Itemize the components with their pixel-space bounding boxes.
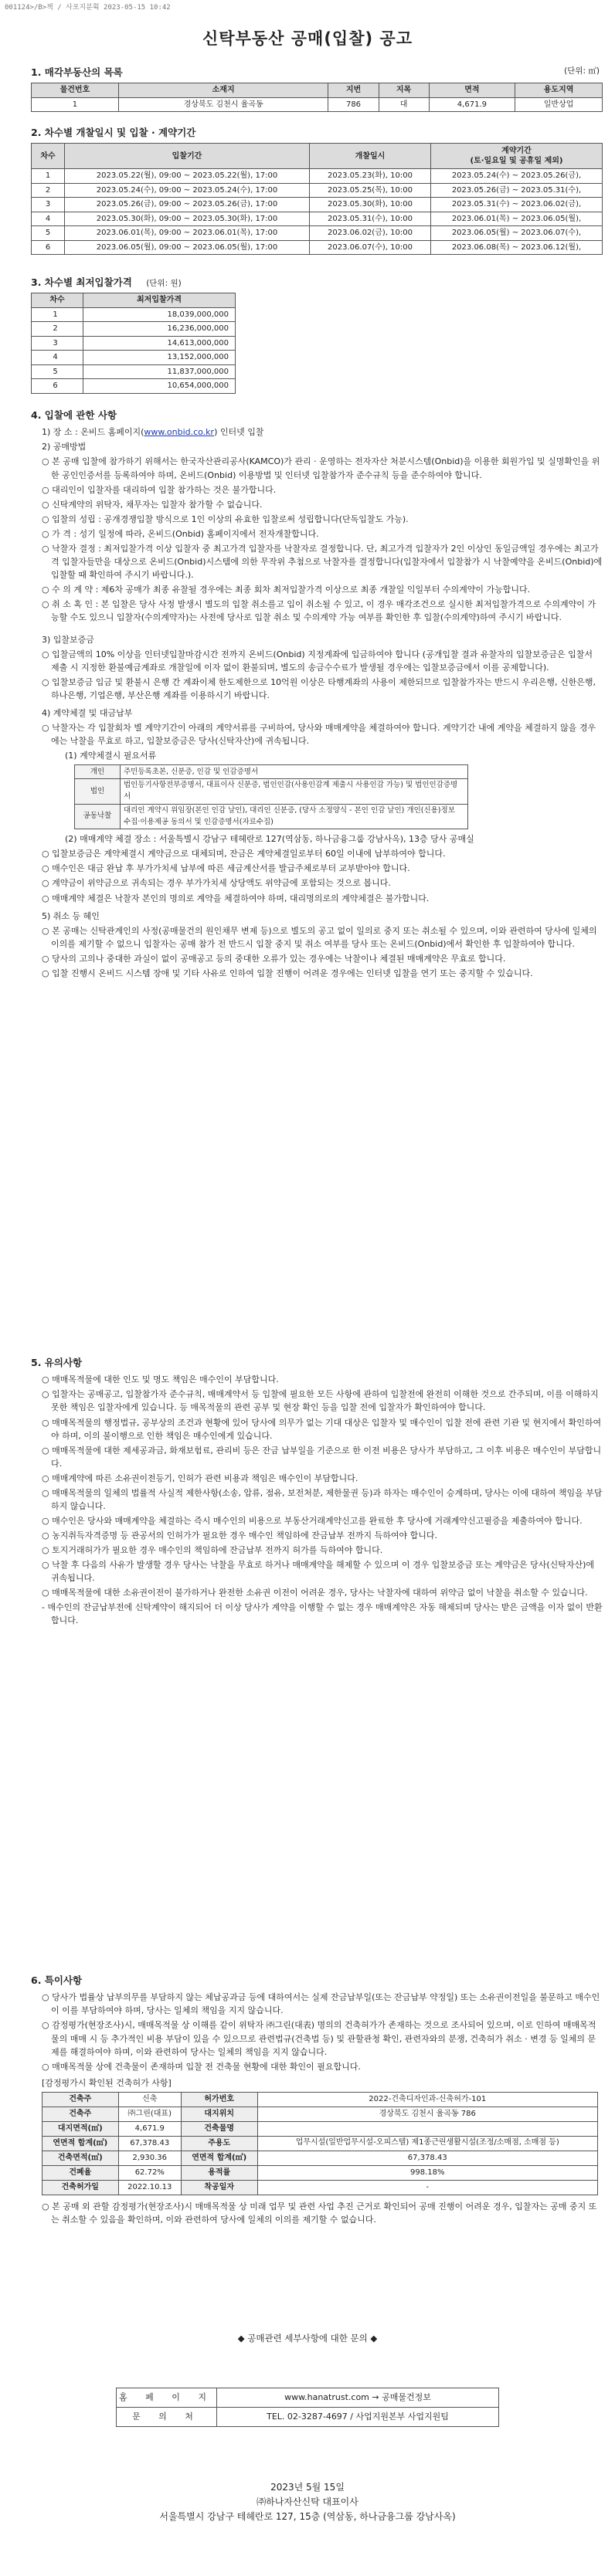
schedule-table bbox=[31, 143, 603, 255]
table-cell: 5 bbox=[32, 226, 65, 241]
list-item: ○ 낙찰자는 각 입찰회차 별 계약기간이 아래의 계약서류를 구비하여, 당사와 매매계약을 체결하여야 합니다. 계약기간 내에 계약을 체결하지 않을 경우에는 낙찰을 무효로 하고, 입찰보증금은 당사(신탁자산)에 귀속됩니다. bbox=[42, 723, 596, 747]
table-cell: 공동낙찰 bbox=[75, 804, 121, 829]
table-row bbox=[32, 351, 236, 365]
contact-table bbox=[116, 2388, 499, 2427]
table-row bbox=[32, 336, 236, 351]
table-header: 계약기간 (토·일요일 및 공휴일 제외) bbox=[431, 144, 603, 169]
table-cell: ㈜그린(대표) bbox=[118, 2107, 181, 2121]
table-cell: 대지위치 bbox=[181, 2107, 257, 2121]
list-item: ○ 매매계약 체결은 낙찰자 본인의 명의로 계약을 체결하여야 하며, 대리명의로의 계약체결은 불가합니다. bbox=[42, 893, 430, 903]
list-item: ○ 본 공매 입찰에 참가하기 위해서는 한국자산관리공사(KAMCO)가 관리 · 운영하는 전자자산 처분시스템(Onbid)을 이용한 회원가입 및 실명확인을 위한 공인인증서를 등록하여야 하며, 온비드(Onbid) 이용방법 및 인터넷 입찰참가자 준수규칙 등을 준수하여야 합니다. bbox=[42, 456, 600, 480]
list-item: ○ 감정평가(현장조사)시, 매매목적물 상 이해를 같이 위탁자 ㈜그린(대表) 명의의 건축허가가 존재하는 것으로 조사되어 있으며, 이로 인하여 매매목적물의 매매 시 등 추가적인 비용 부담이 있을 수 있으므로 관련법규(건축법 등) 및 관할관청 확인, 관련자와의 분쟁, 건축허가 취소 · 변경 등 일체의 문제를 해결하여야 하며, 이와 관련하여 당사는 일체의 책임을 지지 않습니다. bbox=[42, 2020, 596, 2057]
table-cell: 2023.06.01(목), 09:00 ~ 2023.06.01(목), 17:00 bbox=[65, 226, 310, 241]
section-title: 1. 매각부동산의 목록 bbox=[31, 66, 123, 78]
table-cell: 2023.06.05(월) ~ 2023.06.07(수), bbox=[431, 226, 603, 241]
table-cell: 2023.05.31(수) ~ 2023.06.02(금), bbox=[431, 198, 603, 212]
list-item: ○ 낙찰 후 다음의 사유가 발생할 경우 당사는 낙찰을 무효로 하거나 매매계약을 해제할 수 있으며 이 경우 입찰보증금 또는 계약금은 당사(신탁자산)에 귀속됩니다. bbox=[42, 1559, 595, 1584]
table-cell: 건축허가일 bbox=[42, 2180, 119, 2195]
table-cell: 건축물명 bbox=[181, 2121, 257, 2136]
list-item: ○ 수 의 계 약 : 제6차 공매가 최종 유찰될 경우에는 최종 회차 최저입찰가격 이상으로 최종 개찰일 익일부터 수의계약이 가능합니다. bbox=[42, 584, 531, 595]
table-cell: 법인등기사항전부증명서, 대표이사 신분증, 법인인감(사용인감계 제출시 사용인감 가능) 및 법인인감증명서 bbox=[121, 779, 468, 804]
table-cell: 4,671.9 bbox=[429, 97, 515, 112]
building-permit-table bbox=[42, 2092, 598, 2195]
table-row bbox=[42, 2136, 598, 2151]
table-cell: 2023.05.23(화), 10:00 bbox=[310, 169, 431, 184]
list-item: ○ 본 공매 외 관할 감정평가(현장조사)시 매매목적물 상 미래 업무 및 관련 사업 추진 근거로 확인되어 공매 진행이 어려운 경우, 입찰자는 공매 중지 또는 취소할 수 있음을 확인하며, 이와 관련하여 당사에 일체의 이의를 제기할 수 없습니다. bbox=[42, 2201, 597, 2225]
issue-date: 2023년 5월 15일 bbox=[270, 2482, 345, 2493]
table-cell: 용적률 bbox=[181, 2165, 257, 2180]
unit-label: (단위: 원) bbox=[146, 279, 182, 288]
building-table-caption: [감정평가시 확인된 건축허가 사항] bbox=[42, 2077, 172, 2088]
table-cell: 2 bbox=[32, 322, 83, 337]
list-item: ○ 매매목적물 상에 건축물이 존재하며 입찰 전 건축물 현황에 대한 확인이 필요합니다. bbox=[42, 2061, 361, 2072]
list-item: ○ 매매계약에 따른 소유권이전등기, 인허가 관련 비용과 책임은 매수인이 부담합니다. bbox=[42, 1473, 358, 1483]
table-cell: 연면적 합계(㎡) bbox=[42, 2136, 119, 2151]
table-cell: 14,613,000,000 bbox=[83, 336, 236, 351]
table-cell: 2023.05.25(목), 10:00 bbox=[310, 183, 431, 198]
bid-location bbox=[31, 425, 603, 439]
table-cell: 16,236,000,000 bbox=[83, 322, 236, 337]
table-row bbox=[42, 2107, 598, 2121]
table-header: 용도지역 bbox=[515, 83, 603, 98]
onbid-link[interactable]: www.onbid.co.kr bbox=[144, 427, 215, 438]
section-title: 4. 입찰에 관한 사항 bbox=[31, 409, 117, 421]
table-header: 개찰일시 bbox=[310, 144, 431, 169]
table-cell: 2023.05.31(수), 10:00 bbox=[310, 212, 431, 226]
table-header: 입찰기간 bbox=[65, 144, 310, 169]
table-cell: 998.18% bbox=[257, 2165, 597, 2180]
list-item: (1) 계약체결시 필요서류 bbox=[65, 751, 157, 761]
table-cell: 경상북도 김천시 율곡동 786 bbox=[257, 2107, 597, 2121]
section-title: 6. 특이사항 bbox=[31, 1974, 83, 1986]
table-row bbox=[32, 307, 236, 322]
table-cell: 67,378.43 bbox=[118, 2136, 181, 2151]
section-title: 5. 유의사항 bbox=[31, 1357, 83, 1368]
table-cell: 67,378.43 bbox=[257, 2151, 597, 2165]
list-item: ○ 매매목적물에 대한 소유권이전이 불가하거나 완전한 소유권 이전이 어려운 경우, 당사는 낙찰자에 대하여 위약금 없이 낙찰을 취소할 수 있습니다. bbox=[42, 1588, 588, 1598]
list-item: ○ 가 격 : 성기 일정에 따라, 온비드(Onbid) 홈페이지에서 전자개찰합니다. bbox=[42, 528, 319, 539]
table-cell: 2023.06.05(월), 09:00 ~ 2023.06.05(월), 17:00 bbox=[65, 240, 310, 255]
table-cell: 건축면적(㎡) bbox=[42, 2151, 119, 2165]
table-cell: 허가번호 bbox=[181, 2092, 257, 2107]
table-row bbox=[32, 169, 603, 184]
section-title-text: 3. 차수별 최저입찰가격 bbox=[31, 276, 132, 288]
homepage-link[interactable]: www.hanatrust.com → 공매물건정보 bbox=[217, 2388, 499, 2408]
section-min-price bbox=[31, 275, 603, 394]
list-item: ○ 매매목적물에 대한 인도 및 명도 책임은 매수인이 부담합니다. bbox=[42, 1374, 279, 1385]
subsection-title: 2) 공매방법 bbox=[42, 442, 87, 452]
table-cell: 신축 bbox=[118, 2092, 181, 2107]
list-item: ○ 대리인이 입찰자를 대리하여 입찰 참가하는 것은 불가합니다. bbox=[42, 484, 277, 495]
section-bid-info bbox=[31, 408, 603, 981]
table-cell: 개인 bbox=[75, 765, 121, 779]
list-item: ○ 취 소 혹 인 : 본 입찰은 당사 사정 발생시 별도의 입찰 취소를고 입이 취소될 수 있고, 이 경우 매각조건으로 실시한 최저입찰가격으로 수의계약이 가능할 수도 있으니 입찰자(수의계약자)는 사전에 당사로 입찰 취소 및 수의계약 가능 여부를 확인한 후 입찰(수의계약)하여 주시기 바랍니다. bbox=[42, 598, 596, 622]
list-item: ○ 본 공매는 신탁관계인의 사정(공매물건의 원인채무 변제 등)으로 별도의 공고 없이 일의로 중지 또는 취소될 수 있으며, 이와 관련하여 당사에 일체의 이의를 제기할 수 없으니 입찰자는 공매 참가 전 반드시 입찰 중지 및 취소 여부를 당사 또는 온비드(Onbid)에서 확인한 후 입찰하여야 합니다. bbox=[42, 925, 597, 949]
table-header: 물건번호 bbox=[32, 83, 119, 98]
list-item: ○ 매매목적물에 대한 제세공과금, 화재보험료, 관리비 등은 잔금 납부일을 기준으로 한 이전 비용은 당사가 부담하고, 그 이후 비용은 매수인이 부담합니다. bbox=[42, 1445, 602, 1469]
list-item: ○ 매수인은 당사와 매매계약을 체결하는 즉시 매수인의 비용으로 부동산거래계약신고를 완료한 후 당사에 거래계약신고필증을 제출하여야 합니다. bbox=[42, 1515, 583, 1526]
table-row bbox=[75, 765, 468, 779]
table-row bbox=[32, 212, 603, 226]
location-label: 1) 장 소 : 온비드 홈페이지( bbox=[42, 427, 144, 438]
table-cell: 일반상업 bbox=[515, 97, 603, 112]
company-address: 서울특별시 강남구 테헤란로 127, 15층 (역삼동, 하나금융그룹 강남사옥) bbox=[159, 2511, 456, 2523]
list-item: ○ 당사의 고의나 중대한 과실이 없이 공매공고 등의 중대한 오류가 있는 경우에는 낙찰이나 체결된 매매계약은 무효로 합니다. bbox=[42, 953, 506, 964]
table-row bbox=[32, 226, 603, 241]
table-header: 지번 bbox=[328, 83, 379, 98]
list-item: (2) 매매계약 체결 장소 : 서울특별시 강남구 테헤란로 127(역삼동, 하나금융그룹 강남사옥), 13층 당사 공매실 bbox=[65, 834, 474, 845]
list-item: ○ 매매목적물의 행정법규, 공부상의 조건과 현황에 있어 당사에 의무가 없는 기대 대상은 입찰자 및 매수인이 입찰 전에 관련 기관 및 현지에서 확인하여야 하며, 이의 불이행으로 인한 책임은 매수인에게 있습니다. bbox=[42, 1417, 602, 1441]
table-cell: 3 bbox=[32, 198, 65, 212]
unit-label: (단위: ㎡) bbox=[564, 66, 600, 76]
table-cell: 786 bbox=[328, 97, 379, 112]
property-table bbox=[31, 83, 603, 112]
table-cell: 건축주 bbox=[42, 2092, 119, 2107]
table-header: 최저입찰가격 bbox=[83, 293, 236, 308]
table-row bbox=[42, 2180, 598, 2195]
table-cell: 4 bbox=[32, 212, 65, 226]
table-row bbox=[32, 183, 603, 198]
table-row bbox=[32, 97, 603, 112]
page-title: 신탁부동산 공매(입찰) 공고 bbox=[202, 29, 413, 48]
table-cell: 1 bbox=[32, 307, 83, 322]
table-row bbox=[42, 2121, 598, 2136]
list-item: ○ 계약금이 위약금으로 귀속되는 경우 부가가치세 상당액도 위약금에 포함되는 것으로 봅니다. bbox=[42, 878, 391, 889]
table-cell: 업무시설(일반업무시설-오피스텔) 제1종근린생활시설(조정/소매점, 소매점 등) bbox=[257, 2136, 597, 2151]
table-row bbox=[42, 2151, 598, 2165]
table-cell: 2 bbox=[32, 183, 65, 198]
table-header: 차수 bbox=[32, 144, 65, 169]
table-cell: 4 bbox=[32, 351, 83, 365]
section-property-list bbox=[31, 65, 603, 112]
list-item: ○ 입찰의 성립 : 공개경쟁입찰 방식으로 1인 이상의 유효한 입찰로써 성립합니다(단독입찰도 가능). bbox=[42, 514, 409, 524]
min-price-table bbox=[31, 293, 236, 394]
table-cell: 2023.05.26(금), 09:00 ~ 2023.05.26(금), 17:00 bbox=[65, 198, 310, 212]
table-cell: 2023.05.24(수), 09:00 ~ 2023.05.24(수), 17:00 bbox=[65, 183, 310, 198]
required-docs-table bbox=[74, 764, 468, 829]
location-tail: ) 인터넷 입찰 bbox=[214, 427, 264, 438]
table-cell: 2023.05.30(화), 09:00 ~ 2023.05.30(화), 17:00 bbox=[65, 212, 310, 226]
list-item: ○ 당사가 법률상 납부의무를 부담하지 않는 체납공과금 등에 대하여서는 실제 잔금납부일(또는 잔금납부 약정일) 또는 소유권이전일을 불문하고 매수인이 이를 부담하여야 하며, 당사는 일체의 책임을 지지 않습니다. bbox=[42, 1992, 600, 2016]
list-item: ○ 매매목적물의 일체의 법률적 사실적 제한사항(소송, 압류, 점유, 보전처분, 제한물권 등)과 하자는 매수인이 승계하며, 당사는 이에 대하여 책임을 부담하지 않습니다. bbox=[42, 1487, 603, 1511]
table-cell: 2023.06.02(금), 10:00 bbox=[310, 226, 431, 241]
list-item: ○ 신탁계약의 위탁자, 채무자는 입찰자 참가할 수 없습니다. bbox=[42, 499, 263, 510]
list-item: - 매수인의 잔금납부전에 신탁계약이 해지되어 더 이상 당사가 계약을 이행할 수 없는 경우 매매계약은 자동 해제되며 당사는 받은 금액을 이자 없이 반환합니다. bbox=[42, 1602, 603, 1626]
table-cell bbox=[257, 2121, 597, 2136]
table-cell: 13,152,000,000 bbox=[83, 351, 236, 365]
table-header: 소재지 bbox=[118, 83, 328, 98]
table-cell: 5 bbox=[32, 364, 83, 379]
table-header: 지목 bbox=[379, 83, 429, 98]
list-item: ○ 입찰보증금은 계약체결시 계약금으로 대체되며, 잔금은 계약체결일로부터 60일 이내에 납부하여야 합니다. bbox=[42, 849, 446, 859]
table-cell: 6 bbox=[32, 379, 83, 394]
subsection-title: 4) 계약체결 및 대금납부 bbox=[42, 708, 133, 719]
table-row bbox=[75, 779, 468, 804]
list-item: ○ 입찰보증금 입금 및 환불시 은행 간 계좌이체 한도제한으로 10억원 이상은 타행계좌의 사용이 제한되므로 입찰참가자는 반드시 우리은행, 신한은행, 하나은행, 기업은행, 부산은행 계좌를 이용하시기 바랍니다. bbox=[42, 677, 596, 701]
table-cell: 2022.10.13 bbox=[118, 2180, 181, 2195]
table-cell: 2023.05.30(화), 10:00 bbox=[310, 198, 431, 212]
table-cell: 2023.05.26(금) ~ 2023.05.31(수), bbox=[431, 183, 603, 198]
table-cell: 2023.05.24(수) ~ 2023.05.26(금), bbox=[431, 169, 603, 184]
table-row bbox=[117, 2388, 499, 2408]
company-name: ㈜하나자산신탁 대표이사 bbox=[257, 2496, 358, 2508]
table-cell: 1 bbox=[32, 97, 119, 112]
table-cell: 10,654,000,000 bbox=[83, 379, 236, 394]
table-header: 차수 bbox=[32, 293, 83, 308]
table-row bbox=[32, 379, 236, 394]
list-item: ○ 입찰 진행시 온비드 시스템 장애 및 기타 사유로 인하여 입찰 진행이 어려운 경우에는 인터넷 입찰을 연기 또는 중지할 수 있습니다. bbox=[42, 968, 533, 978]
section-special bbox=[31, 1973, 603, 2228]
table-cell: 대 bbox=[379, 97, 429, 112]
table-cell: 4,671.9 bbox=[118, 2121, 181, 2136]
table-cell: 연면적 합계(㎡) bbox=[181, 2151, 257, 2165]
table-header: 면적 bbox=[429, 83, 515, 98]
table-row bbox=[32, 240, 603, 255]
contact-label: 문 의 처 bbox=[117, 2408, 217, 2427]
table-row bbox=[42, 2165, 598, 2180]
table-cell: 2,930.36 bbox=[118, 2151, 181, 2165]
section-title: 2. 차수별 개찰일시 및 입찰 · 계약기간 bbox=[31, 127, 196, 138]
table-cell: 18,039,000,000 bbox=[83, 307, 236, 322]
table-cell: 6 bbox=[32, 240, 65, 255]
table-cell: 건폐율 bbox=[42, 2165, 119, 2180]
table-cell: 착공일자 bbox=[181, 2180, 257, 2195]
table-cell: 건축주 bbox=[42, 2107, 119, 2121]
subsection-title: 5) 취소 등 혜인 bbox=[42, 910, 100, 921]
table-cell: 11,837,000,000 bbox=[83, 364, 236, 379]
list-item: ○ 낙찰자 결정 : 최저입찰가격 이상 입찰자 중 최고가격 입찰자를 낙찰자로 결정합니다. 단, 최고가격 입찰자가 2인 이상인 동일금액일 경우에는 최고가격 입찰자들만을 대상으로 온비드(Onbid)시스템에 의한 무작위 추첨으로 낙찰자를 결정합니다(입찰자에서 입찰참가 시 낙찰예약을 온비드(Onbid)에 입찰할 때 확인하여 주시기 바랍니다.). bbox=[42, 543, 603, 580]
table-cell: 주민등록초본, 신분증, 인감 및 인감증명서 bbox=[121, 765, 468, 779]
table-cell: 1 bbox=[32, 169, 65, 184]
list-item: ○ 토지거래허가가 필요한 경우 매수인의 책임하에 잔금납부 전까지 허가를 득하여야 합니다. bbox=[42, 1544, 383, 1555]
table-cell: 2023.05.22(월), 09:00 ~ 2023.05.22(월), 17:00 bbox=[65, 169, 310, 184]
contact-label: 홈 페 이 지 bbox=[117, 2388, 217, 2408]
table-cell: 주용도 bbox=[181, 2136, 257, 2151]
table-cell: 대리인 계약시 위임장(본인 인감 날인), 대리인 신분증, (당사 소정양식 - 본인 인감 날인) 개인(신용)정보 수집·이용제공 동의서 및 인감증명서(자료수집) bbox=[121, 804, 468, 829]
table-row bbox=[32, 198, 603, 212]
table-cell: 법인 bbox=[75, 779, 121, 804]
table-cell: 2023.06.08(목) ~ 2023.06.12(월), bbox=[431, 240, 603, 255]
table-cell: 62.72% bbox=[118, 2165, 181, 2180]
table-cell: - bbox=[257, 2180, 597, 2195]
table-row bbox=[42, 2092, 598, 2107]
list-item: ○ 농지취득자격증명 등 관공서의 인허가가 필요한 경우 매수인 책임하에 잔금납부 전까지 득하여야 합니다. bbox=[42, 1530, 437, 1541]
section-notes bbox=[31, 1355, 603, 1629]
table-row bbox=[32, 322, 236, 337]
list-item: ○ 매수인은 대금 완납 후 부가가치세 납부에 따른 세금계산서를 발급주체로부터 교부받아야 합니다. bbox=[42, 863, 410, 874]
table-row bbox=[32, 364, 236, 379]
contact-phone: TEL. 02-3287-4697 / 사업지원본부 사업지원팀 bbox=[217, 2408, 499, 2427]
subsection-title: 3) 입찰보증금 bbox=[42, 635, 94, 646]
section-schedule bbox=[31, 125, 603, 255]
signature-block bbox=[0, 2480, 615, 2525]
list-item: ○ 입찰금액의 10% 이상을 인터넷입찰마감시간 전까지 온비드(Onbid) 지정계좌에 입금하여야 합니다 (공개입찰 결과 유찰자의 입찰보증금은 입찰서 제출 시 지정한 환불예금계좌로 개찰일에 이자 없이 환불되며, 별도의 송금수수료가 발생될 경우에는 입찰보증금에서 이를 공제합니다). bbox=[42, 649, 593, 673]
table-row bbox=[75, 804, 468, 829]
table-cell: 경상북도 김천시 율곡동 bbox=[118, 97, 328, 112]
inquiry-heading: ◆ 공매관련 세부사항에 대한 문의 ◆ bbox=[237, 2333, 378, 2344]
table-cell: 2023.06.07(수), 10:00 bbox=[310, 240, 431, 255]
section-title bbox=[31, 275, 603, 290]
list-item: ○ 입찰자는 공매공고, 입찰참가자 준수규칙, 매매계약서 등 입찰에 필요한 모든 사항에 관하여 입찰전에 완전히 이해한 것으로 간주되며, 이를 이해하지 못한 책임은 입찰자에게 있습니다. 등 매목적물의 관련 공부 및 현장 확인 등을 입찰 전에 입찰자가 확인하여야 합니다. bbox=[42, 1389, 599, 1413]
table-cell: 2022-건축디자인과-신축허가-101 bbox=[257, 2092, 597, 2107]
table-cell: 2023.06.01(목) ~ 2023.06.05(월), bbox=[431, 212, 603, 226]
table-cell: 3 bbox=[32, 336, 83, 351]
table-cell: 대지면적(㎡) bbox=[42, 2121, 119, 2136]
print-header: 001124>/B>책 / 사포지분획 2023-05-15 10:42 bbox=[5, 4, 171, 12]
table-row bbox=[117, 2408, 499, 2427]
